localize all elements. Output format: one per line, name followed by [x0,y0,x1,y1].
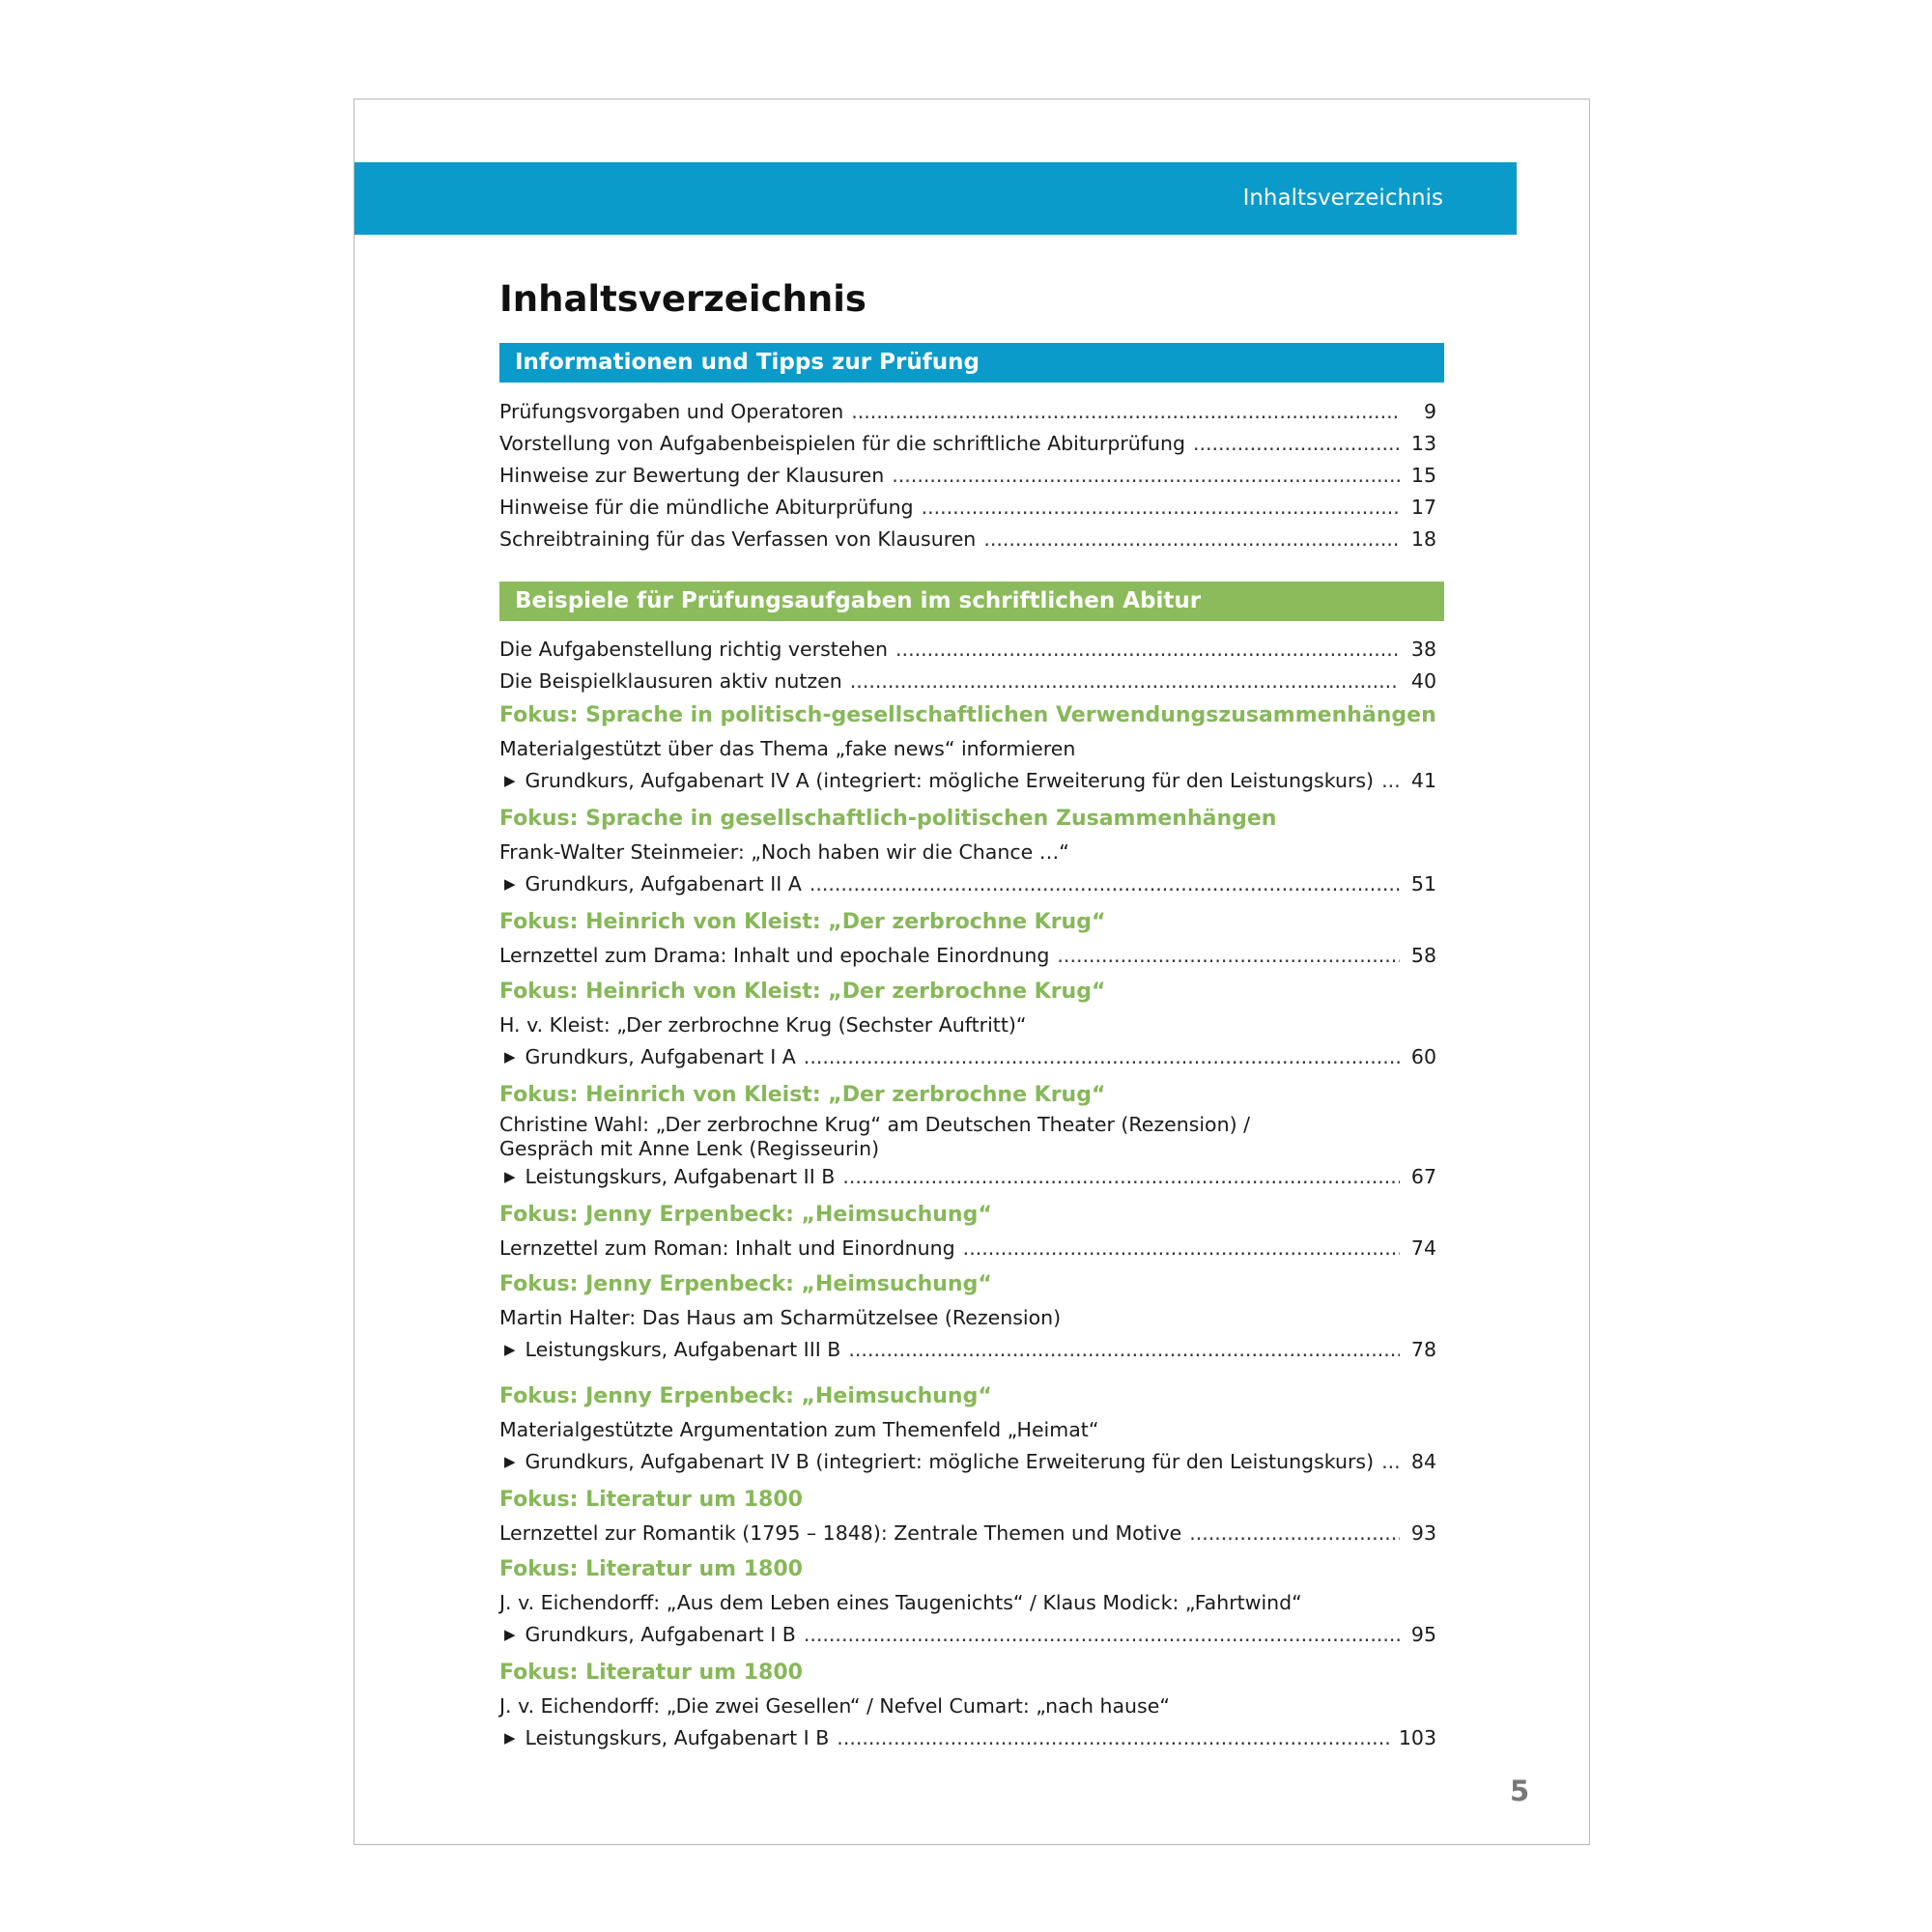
toc-entry[interactable]: Lernzettel zum Roman: Inhalt und Einordnung ..... 74 [499,1233,1444,1264]
header-label: Inhaltsverzeichnis [1242,185,1443,211]
leader-dots [804,1041,1400,1073]
page-number: 5 [1510,1775,1530,1807]
toc-entry[interactable]: Hinweise für die mündliche Abiturprüfung ..... 17 [499,492,1444,524]
toc-entry[interactable]: Schreibtraining für das Verfassen von Klausuren ..... 18 [499,524,1444,555]
section-heading-info: Informationen und Tipps zur Prüfung [499,343,1444,383]
entry-subtitle: Christine Wahl: „Der zerbrochne Krug“ am Deutschen Theater (Rezension) / [499,1113,1251,1136]
toc-entry[interactable]: ▶ Leistungskurs, Aufgabenart I B ..... 103 [499,1722,1444,1756]
triangle-right-icon: ▶ [504,772,516,789]
leader-dots [1193,428,1400,460]
document-page [354,99,1590,1845]
fokus-heading: Fokus: Heinrich von Kleist: „Der zerbrochne Krug“ [499,1083,1106,1107]
leader-dots [1189,1518,1400,1549]
entry-subtitle: Martin Halter: Das Haus am Scharmützelsee (Rezension) [499,1306,1062,1329]
leader-dots [842,1161,1400,1193]
toc-entry[interactable]: ▶ Leistungskurs, Aufgabenart II B ..... 67 [499,1161,1444,1195]
toc-entry[interactable]: ▶ Grundkurs, Aufgabenart I A ..... 60 [499,1041,1444,1075]
leader-dots [1057,940,1400,972]
fokus-heading: Fokus: Heinrich von Kleist: „Der zerbrochne Krug“ [499,910,1106,934]
entry-subtitle: J. v. Eichendorff: „Aus dem Leben eines Taugenichts“ / Klaus Modick: „Fahrtwind“ [499,1591,1302,1614]
leader-dots [1381,765,1400,797]
fokus-heading: Fokus: Jenny Erpenbeck: „Heimsuchung“ [499,1203,992,1227]
toc-entry[interactable]: ▶ Grundkurs, Aufgabenart IV A (integriert: mögliche Erweiterung für den Leistungskurs) ..... 41 [499,765,1444,799]
fokus-heading: Fokus: Literatur um 1800 [499,1661,803,1685]
fokus-heading: Fokus: Heinrich von Kleist: „Der zerbrochne Krug“ [499,980,1106,1004]
triangle-right-icon: ▶ [504,1626,516,1643]
page-ref: 67 [1410,1165,1436,1188]
triangle-right-icon: ▶ [504,1168,516,1185]
page-ref: 40 [1410,669,1436,693]
toc-entry[interactable]: Prüfungsvorgaben und Operatoren ..... 9 [499,396,1444,428]
page-ref: 51 [1410,872,1436,895]
entry-subtitle: Materialgestützte Argumentation zum Themenfeld „Heimat“ [499,1418,1099,1441]
entry-subtitle-continued: Gespräch mit Anne Lenk (Regisseurin) [499,1137,880,1160]
fokus-heading: Fokus: Sprache in gesellschaftlich-politischen Zusammenhängen [499,807,1277,831]
fokus-heading: Fokus: Jenny Erpenbeck: „Heimsuchung“ [499,1272,992,1296]
leader-dots [810,868,1400,900]
toc-content [499,277,1444,1756]
leader-dots [837,1722,1391,1754]
section-heading-beispiele: Beispiele für Prüfungsaufgaben im schriftlichen Abitur [499,582,1444,621]
leader-dots [1381,1446,1400,1478]
page-ref: 93 [1410,1521,1436,1545]
toc-entry[interactable]: ▶ Grundkurs, Aufgabenart I B ..... 95 [499,1619,1444,1653]
page-ref: 60 [1410,1045,1436,1068]
toc-entry[interactable]: ▶ Grundkurs, Aufgabenart IV B (integriert: mögliche Erweiterung für den Leistungskurs) ..... 84 [499,1446,1444,1480]
entry-subtitle: Materialgestützt über das Thema „fake news“ informieren [499,737,1076,760]
triangle-right-icon: ▶ [504,875,516,893]
toc-entry[interactable]: Lernzettel zur Romantik (1795 – 1848): Zentrale Themen und Motive ..... 93 [499,1518,1444,1549]
leader-dots [963,1233,1400,1264]
page-title: Inhaltsverzeichnis [499,278,867,320]
toc-entry[interactable]: Hinweise zur Bewertung der Klausuren ..... 15 [499,460,1444,492]
toc-entry[interactable]: ▶ Leistungskurs, Aufgabenart III B ..... 78 [499,1334,1444,1368]
page-ref: 78 [1410,1338,1436,1361]
page-ref: 38 [1410,638,1436,661]
page-ref: 58 [1410,944,1436,967]
triangle-right-icon: ▶ [504,1729,516,1747]
leader-dots [892,460,1400,492]
toc-entry[interactable]: Die Beispielklausuren aktiv nutzen ..... 40 [499,666,1444,697]
triangle-right-icon: ▶ [504,1341,516,1358]
fokus-heading: Fokus: Literatur um 1800 [499,1488,803,1512]
toc-entry[interactable]: Die Aufgabenstellung richtig verstehen ..... 38 [499,634,1444,666]
page-ref: 17 [1410,496,1436,519]
leader-dots [848,1334,1400,1366]
leader-dots [804,1619,1400,1651]
header-band [355,162,1517,235]
entry-subtitle: J. v. Eichendorff: „Die zwei Gesellen“ / Nefvel Cumart: „nach hause“ [499,1694,1170,1718]
page-ref: 41 [1410,769,1436,792]
fokus-heading: Fokus: Literatur um 1800 [499,1557,803,1581]
triangle-right-icon: ▶ [504,1048,516,1065]
entry-subtitle: Frank-Walter Steinmeier: „Noch haben wir die Chance …“ [499,840,1069,864]
fokus-heading: Fokus: Jenny Erpenbeck: „Heimsuchung“ [499,1384,992,1408]
leader-dots [983,524,1400,555]
fokus-heading: Fokus: Sprache in politisch-gesellschaftlichen Verwendungszusammenhängen [499,703,1436,727]
leader-dots [895,634,1400,666]
toc-entry[interactable]: Vorstellung von Aufgabenbeispielen für die schriftliche Abiturprüfung ..... 13 [499,428,1444,460]
page-ref: 103 [1398,1726,1436,1749]
spacer [499,1368,1444,1377]
page-ref: 18 [1410,527,1436,551]
page-ref: 9 [1423,400,1436,423]
entry-subtitle: H. v. Kleist: „Der zerbrochne Krug (Sechster Auftritt)“ [499,1013,1027,1037]
page-ref: 13 [1410,432,1436,455]
toc-entry[interactable]: Lernzettel zum Drama: Inhalt und epochale Einordnung ..... 58 [499,940,1444,972]
page-ref: 74 [1410,1236,1436,1260]
leader-dots [851,396,1400,428]
page-ref: 15 [1410,464,1436,487]
page-ref: 95 [1410,1623,1436,1646]
toc-entry[interactable]: ▶ Grundkurs, Aufgabenart II A ..... 51 [499,868,1444,902]
triangle-right-icon: ▶ [504,1453,516,1470]
page-ref: 84 [1410,1450,1436,1473]
leader-dots [850,666,1400,697]
leader-dots [922,492,1400,524]
